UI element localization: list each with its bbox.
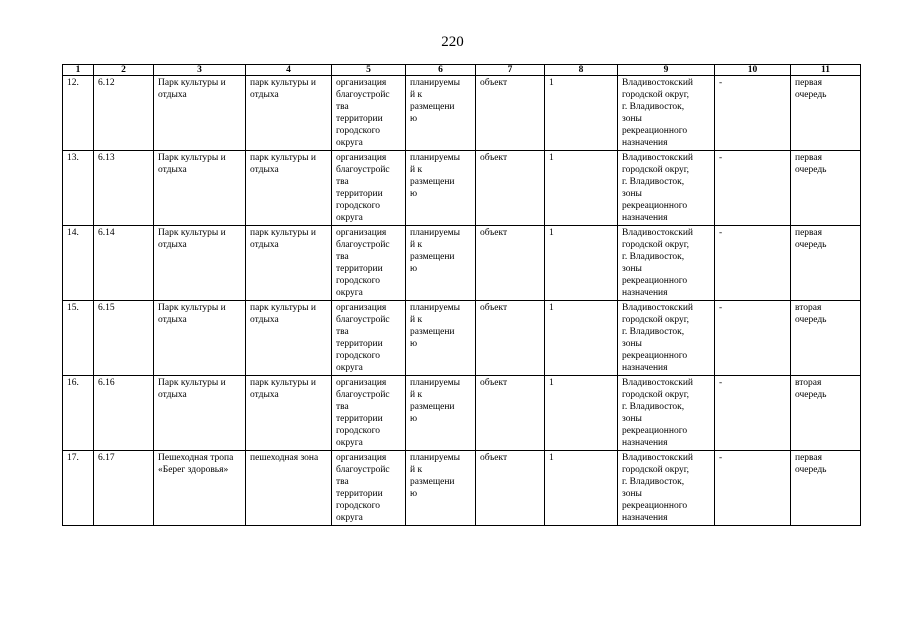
col-header-10: 10 xyxy=(715,65,791,76)
cell-type: парк культуры и отдыха xyxy=(246,376,332,451)
cell-qty: 1 xyxy=(545,151,618,226)
col-header-7: 7 xyxy=(476,65,545,76)
page-number: 220 xyxy=(441,34,464,50)
cell-stage: вторая очередь xyxy=(791,301,861,376)
col-header-9: 9 xyxy=(618,65,715,76)
table-row xyxy=(63,301,861,376)
cell-code: 6.16 xyxy=(94,376,154,451)
cell-status: планируемы й к размещени ю xyxy=(406,226,476,301)
cell-status: планируемы й к размещени ю xyxy=(406,76,476,151)
cell-stage: первая очередь xyxy=(791,226,861,301)
cell-stage: первая очередь xyxy=(791,76,861,151)
cell-type: пешеходная зона xyxy=(246,451,332,526)
col-header-8: 8 xyxy=(545,65,618,76)
cell-col10: - xyxy=(715,151,791,226)
cell-code: 6.13 xyxy=(94,151,154,226)
cell-no: 17. xyxy=(63,451,94,526)
cell-type: парк культуры и отдыха xyxy=(246,301,332,376)
cell-kind: объект xyxy=(476,451,545,526)
col-header-3: 3 xyxy=(154,65,246,76)
cell-location: Владивостокский городской округ, г. Владивосток, зоны рекреационного назначения xyxy=(618,451,715,526)
col-header-11: 11 xyxy=(791,65,861,76)
table-row xyxy=(63,376,861,451)
cell-col10: - xyxy=(715,451,791,526)
objects-table xyxy=(62,64,861,526)
cell-code: 6.15 xyxy=(94,301,154,376)
cell-no: 16. xyxy=(63,376,94,451)
col-header-2: 2 xyxy=(94,65,154,76)
cell-qty: 1 xyxy=(545,226,618,301)
cell-status: планируемы й к размещени ю xyxy=(406,301,476,376)
cell-purpose: организация благоустройс тва территории городского округа xyxy=(332,226,406,301)
cell-qty: 1 xyxy=(545,451,618,526)
header-row xyxy=(63,65,861,76)
cell-kind: объект xyxy=(476,226,545,301)
cell-col10: - xyxy=(715,226,791,301)
cell-no: 14. xyxy=(63,226,94,301)
cell-stage: первая очередь xyxy=(791,151,861,226)
cell-purpose: организация благоустройс тва территории городского округа xyxy=(332,301,406,376)
cell-purpose: организация благоустройс тва территории городского округа xyxy=(332,451,406,526)
cell-status: планируемы й к размещени ю xyxy=(406,376,476,451)
col-header-1: 1 xyxy=(63,65,94,76)
cell-kind: объект xyxy=(476,151,545,226)
table-row xyxy=(63,451,861,526)
cell-type: парк культуры и отдыха xyxy=(246,226,332,301)
cell-location: Владивостокский городской округ, г. Владивосток, зоны рекреационного назначения xyxy=(618,301,715,376)
cell-kind: объект xyxy=(476,76,545,151)
cell-purpose: организация благоустройс тва территории городского округа xyxy=(332,151,406,226)
cell-code: 6.12 xyxy=(94,76,154,151)
cell-location: Владивостокский городской округ, г. Владивосток, зоны рекреационного назначения xyxy=(618,151,715,226)
cell-col10: - xyxy=(715,376,791,451)
cell-no: 12. xyxy=(63,76,94,151)
cell-name: Парк культуры и отдыха xyxy=(154,376,246,451)
cell-purpose: организация благоустройс тва территории городского округа xyxy=(332,376,406,451)
cell-name: Парк культуры и отдыха xyxy=(154,76,246,151)
table-row xyxy=(63,226,861,301)
col-header-5: 5 xyxy=(332,65,406,76)
cell-qty: 1 xyxy=(545,76,618,151)
cell-type: парк культуры и отдыха xyxy=(246,76,332,151)
cell-no: 15. xyxy=(63,301,94,376)
cell-name: Парк культуры и отдыха xyxy=(154,226,246,301)
cell-kind: объект xyxy=(476,301,545,376)
cell-qty: 1 xyxy=(545,301,618,376)
cell-purpose: организация благоустройс тва территории городского округа xyxy=(332,76,406,151)
cell-no: 13. xyxy=(63,151,94,226)
cell-status: планируемы й к размещени ю xyxy=(406,451,476,526)
cell-name: Парк культуры и отдыха xyxy=(154,151,246,226)
cell-qty: 1 xyxy=(545,376,618,451)
cell-kind: объект xyxy=(476,376,545,451)
cell-code: 6.17 xyxy=(94,451,154,526)
cell-stage: вторая очередь xyxy=(791,376,861,451)
cell-code: 6.14 xyxy=(94,226,154,301)
cell-location: Владивостокский городской округ, г. Владивосток, зоны рекреационного назначения xyxy=(618,76,715,151)
cell-stage: первая очередь xyxy=(791,451,861,526)
col-header-4: 4 xyxy=(246,65,332,76)
table-row xyxy=(63,76,861,151)
cell-col10: - xyxy=(715,301,791,376)
cell-name: Парк культуры и отдыха xyxy=(154,301,246,376)
cell-location: Владивостокский городской округ, г. Владивосток, зоны рекреационного назначения xyxy=(618,226,715,301)
table-row xyxy=(63,151,861,226)
cell-type: парк культуры и отдыха xyxy=(246,151,332,226)
cell-location: Владивостокский городской округ, г. Владивосток, зоны рекреационного назначения xyxy=(618,376,715,451)
cell-status: планируемы й к размещени ю xyxy=(406,151,476,226)
cell-name: Пешеходная тропа «Берег здоровья» xyxy=(154,451,246,526)
cell-col10: - xyxy=(715,76,791,151)
col-header-6: 6 xyxy=(406,65,476,76)
